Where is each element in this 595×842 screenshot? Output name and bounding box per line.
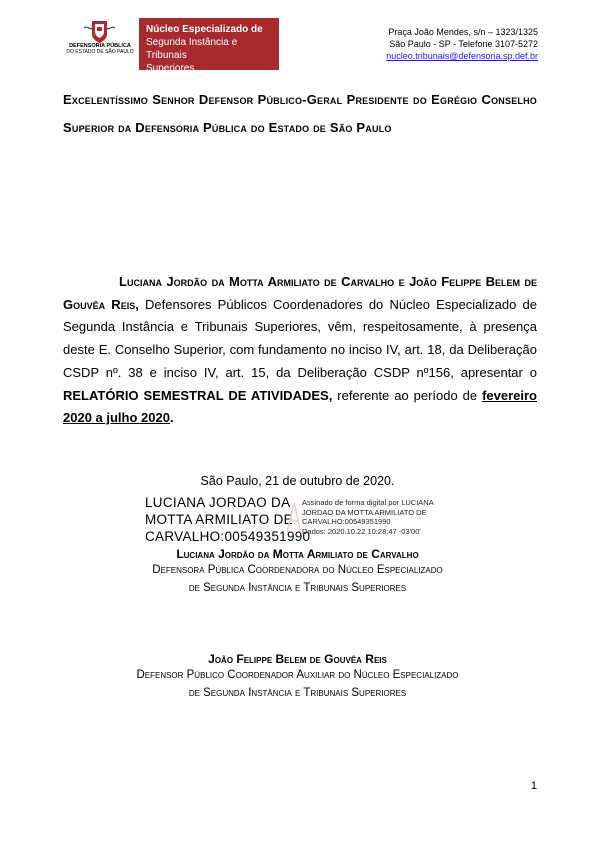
signer-name: Luciana Jordão da Motta Armiliato de Carvalho [176, 547, 419, 561]
nucleo-title: Núcleo Especializado de [146, 24, 263, 35]
address-line: São Paulo - SP - Telefone 3107-5272 [389, 39, 538, 49]
signature-info-line: CARVALHO:00549351990 [302, 517, 391, 527]
report-title: RELATÓRIO SEMESTRAL DE ATIVIDADES, [63, 387, 333, 403]
date-line: São Paulo, 21 de outubro de 2020. [200, 474, 395, 488]
nucleo-line: Superiores [146, 63, 195, 74]
report-period: fevereiro 2020 a julho 2020 [63, 387, 537, 426]
logo-caption [64, 43, 136, 55]
body-end: . [169, 410, 174, 426]
body-text: Defensores Públicos Coordenadores do Núcleo Especializado de Segunda Instância e Tribunais Superiores, vêm, respeitosamente, à presença deste E. Conselho Superior, com fundamento no inciso IV, art. 18, da Deliberação CSDP nº. 38 e inciso IV, art. 15, da Deliberação CSDP nº156, apresentar o [63, 296, 537, 380]
email-link[interactable]: nucleo.tribunais@defensoria.sp.def.br [386, 51, 538, 61]
signature-name-line: LUCIANA JORDAO DA [145, 495, 291, 510]
signature-name-line: MOTTA ARMILIATO DE [145, 512, 293, 527]
signer-1 [0, 547, 595, 597]
signature-info-line: JORDAO DA MOTTA ARMILIATO DE [302, 507, 427, 517]
body-paragraph [63, 271, 537, 430]
signature-info-line: Dados: 2020.10.22 10:28:47 -03'00' [302, 526, 421, 536]
signer-2 [0, 652, 595, 702]
body-text: referente ao período de [332, 387, 483, 403]
nucleo-banner [139, 18, 279, 74]
address-line: Praça João Mendes, s/n – 1323/1325 [388, 27, 538, 37]
document-title: Excelentíssimo Senhor Defensor Público-Geral Presidente do Egrégio Conselho Superior da Defensoria Pública do Estado de São Paulo [63, 92, 537, 135]
digital-signature-name [145, 494, 311, 545]
logo-line: DO ESTADO DE SÃO PAULO [66, 49, 134, 55]
digital-signature-info [302, 498, 462, 536]
nucleo-line: Segunda Instância e Tribunais [146, 37, 238, 61]
signature-name-line: CARVALHO:00549351990 [145, 529, 311, 544]
page-number: 1 [530, 780, 537, 792]
logo-line: DEFENSORIA PÚBLICA [69, 43, 131, 49]
signer-role: de Segunda Instância e Tribunais Superiores [188, 582, 407, 594]
address-block [386, 26, 538, 62]
coat-of-arms-icon [62, 18, 137, 46]
signer-role: de Segunda Instância e Tribunais Superiores [188, 687, 407, 699]
signer-name: João Felippe Belem de Gouvêa Reis [208, 652, 387, 666]
signature-info-line: Assinado de forma digital por LUCIANA [302, 498, 434, 507]
signer-role: Defensor Público Coordenador Auxiliar do Núcleo Especializado [136, 669, 459, 681]
signer-role: Defensora Pública Coordenadora do Núcleo Especializado [152, 564, 443, 576]
petitioner-names: Luciana Jordão da Motta Armiliato de Carvalho e João Felippe Belem de Gouvêa Reis, [63, 274, 537, 312]
